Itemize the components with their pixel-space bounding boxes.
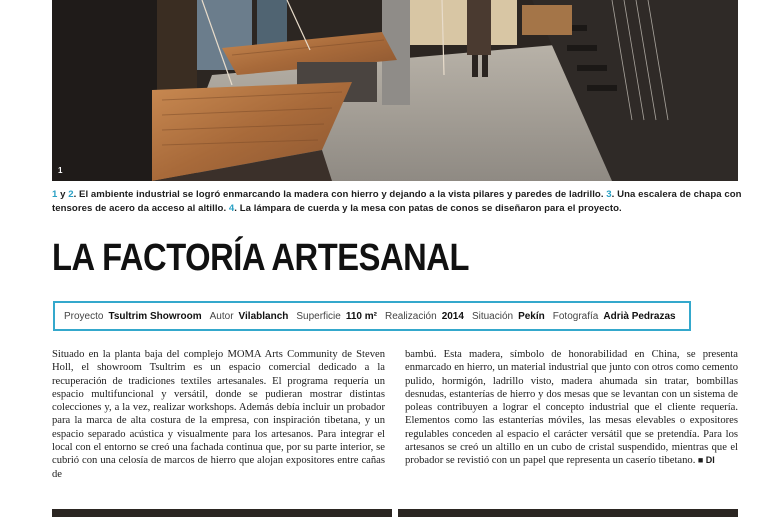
project-credits-box <box>53 301 691 331</box>
caption-text-1: . El ambiente industrial se logró enmarcando la madera con hierro y dejando a la vista pilares y paredes de ladrillo. <box>73 189 607 200</box>
credit-label-photography: Fotografía <box>552 310 599 322</box>
showroom-photo-main <box>52 0 738 181</box>
article-title: LA FACTORÍA ARTESANAL <box>52 237 470 279</box>
credit-value-location: Pekín <box>518 310 545 322</box>
showroom-photo-illustration <box>52 0 738 181</box>
article-end-mark: ■ DI <box>695 455 715 466</box>
photo-number: 1 <box>58 166 63 175</box>
photo-bottom-left <box>52 509 392 517</box>
body-text-right: bambú. Esta madera, símbolo de honorabilidad en China, se presenta enmarcado en hierro, un material industrial que junto con otros como cemento pulido, hormigón, ladrillo visto, madera ahumada sin tratar, bombillas desnudas, estanterías de hierro y dos mesas que se levantan con un sistema de poleas contribuyen a lograr el concepto industrial que el cliente requería. Elementos como las estanterías móviles, las mesas elevables o expositores regulables conceden al espacio el carácter versátil que se pretendía. Para los artesanos se creó un altillo en un cubo de cristal suspendido, mientras que el probador se revistió con un papel que representa un caserío tibetano. <box>405 349 738 467</box>
body-column-right <box>405 348 738 468</box>
caption-ref-1: 1 <box>52 189 58 200</box>
credit-value-photography: Adrià Pedrazas <box>603 310 676 322</box>
caption-ref-4: 4 <box>228 203 235 214</box>
credit-label-author: Autor <box>209 310 234 322</box>
caption-text-3: . La lámpara de cuerda y la mesa con patas de conos se diseñaron para el proyecto. <box>234 203 622 214</box>
caption-ref-3: 3 <box>606 189 612 200</box>
credit-label-surface: Superficie <box>296 310 341 322</box>
credit-label-completion: Realización <box>384 310 437 322</box>
credit-label-location: Situación <box>471 310 514 322</box>
photo-bottom-right <box>398 509 738 517</box>
body-column-left <box>52 348 385 481</box>
photo-caption <box>52 188 742 216</box>
credit-value-project: Tsultrim Showroom <box>108 310 202 322</box>
caption-conjunction: y <box>57 189 69 200</box>
caption-ref-2: 2 <box>68 189 74 200</box>
credit-label-project: Proyecto <box>64 310 104 322</box>
credit-value-completion: 2014 <box>441 310 464 322</box>
credit-value-surface: 110 m² <box>345 310 377 322</box>
credit-value-author: Vilablanch <box>238 310 289 322</box>
body-text-left: Situado en la planta baja del complejo MOMA Arts Community de Steven Holl, el showroom Tsultrim es un espacio comercial dedicado a la recuperación de tradiciones textiles artesanales. El programa requería un espacio multifuncional y versátil, donde se pudieran mostrar distintas colecciones y, a la vez, realizar workshops. Además debía incluir un probador para la marca de alta costura de la empresa, con inspiración tibetana, y un espacio separado acústica y visualmente para los artesanos. Para integrar el local con el entorno se creó una fachada continua que, por su parte interior, se cubrió con una celosía de marcos de hierro que alojan expositores entre cañas de <box>52 349 385 480</box>
caption-text-2: . Una escalera de chapa con tensores de acero da acceso al altillo. <box>52 189 742 214</box>
